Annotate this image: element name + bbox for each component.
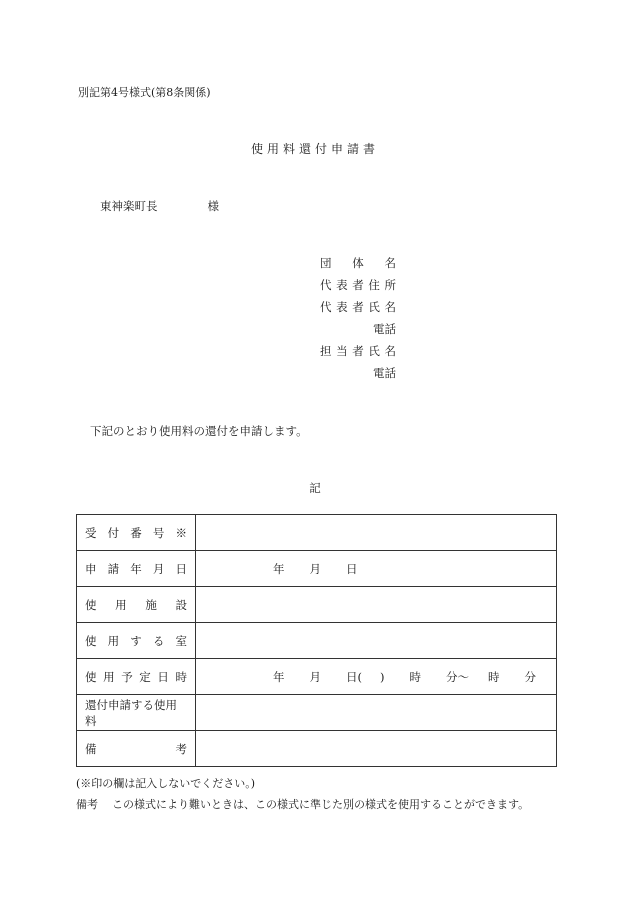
date-unit-year: 年 — [273, 561, 285, 576]
row-label-cell — [77, 695, 196, 731]
form-reference: 別記第4号様式(第8条関係) — [78, 86, 211, 99]
row-label-cell — [77, 623, 196, 659]
table-row — [77, 623, 557, 659]
addressee-honorific: 様 — [207, 199, 219, 213]
datetime-unit-day-open: 日( — [346, 669, 362, 684]
datetime-unit-year: 年 — [273, 669, 285, 684]
addressee — [100, 198, 219, 214]
remarks-field[interactable] — [196, 731, 557, 767]
note-remarks-text: この様式により難いときは、この様式に準じた別の様式を使用することができます。 — [112, 798, 530, 811]
datetime-unit-minute-start: 分〜 — [446, 669, 469, 684]
applicant-block — [320, 252, 396, 384]
row-label-facility: 使用施設 — [85, 597, 187, 612]
addressee-name: 東神楽町長 — [100, 199, 158, 213]
document-title: 使用料還付申請書 — [250, 142, 379, 156]
row-label-room: 使用する室 — [85, 633, 187, 648]
applicant-field-contact-name: 担当者氏名 — [320, 344, 396, 358]
row-label-refund-fee: 還付申請する使用料 — [85, 697, 177, 728]
datetime-unit-hour-end: 時 — [488, 669, 500, 684]
row-label-cell — [77, 515, 196, 551]
table-row — [77, 659, 557, 695]
row-label-cell — [77, 587, 196, 623]
reception-number-field[interactable] — [196, 515, 557, 551]
datetime-unit-day-close: ) — [380, 669, 385, 684]
ki-heading: 記 — [309, 481, 321, 495]
applicant-field-phone: 電話 — [373, 322, 396, 336]
row-label-cell — [77, 731, 196, 767]
intro-text: 下記のとおり使用料の還付を申請します。 — [90, 424, 308, 438]
table-row — [77, 587, 557, 623]
date-unit-month: 月 — [309, 561, 321, 576]
datetime-unit-month: 月 — [309, 669, 321, 684]
scheduled-datetime-field[interactable] — [196, 659, 557, 695]
application-date-field[interactable] — [196, 551, 557, 587]
applicant-field-rep-name: 代表者氏名 — [320, 300, 396, 314]
datetime-unit-hour-start: 時 — [409, 669, 421, 684]
row-label-remarks: 備考 — [85, 741, 187, 756]
note-not-fill: (※印の欄は記入しないでください。) — [76, 777, 256, 790]
room-field[interactable] — [196, 623, 557, 659]
table-row — [77, 551, 557, 587]
row-label-reception-number: 受付番号※ — [85, 525, 187, 540]
application-table — [76, 514, 557, 767]
applicant-field-org-name: 団体名 — [320, 256, 396, 270]
date-unit-day: 日 — [346, 561, 358, 576]
row-label-cell — [77, 659, 196, 695]
table-row — [77, 695, 557, 731]
refund-fee-field[interactable] — [196, 695, 557, 731]
applicant-field-rep-address: 代表者住所 — [320, 278, 396, 292]
datetime-unit-minute-end: 分 — [524, 669, 536, 684]
applicant-field-contact-phone: 電話 — [373, 366, 396, 380]
table-row — [77, 515, 557, 551]
row-label-scheduled-datetime: 使用予定日時 — [85, 669, 187, 684]
row-label-application-date: 申請年月日 — [85, 561, 187, 576]
table-row — [77, 731, 557, 767]
note-remarks-label: 備考 — [76, 798, 98, 811]
row-label-cell — [77, 551, 196, 587]
note-remarks — [76, 796, 529, 812]
facility-field[interactable] — [196, 587, 557, 623]
